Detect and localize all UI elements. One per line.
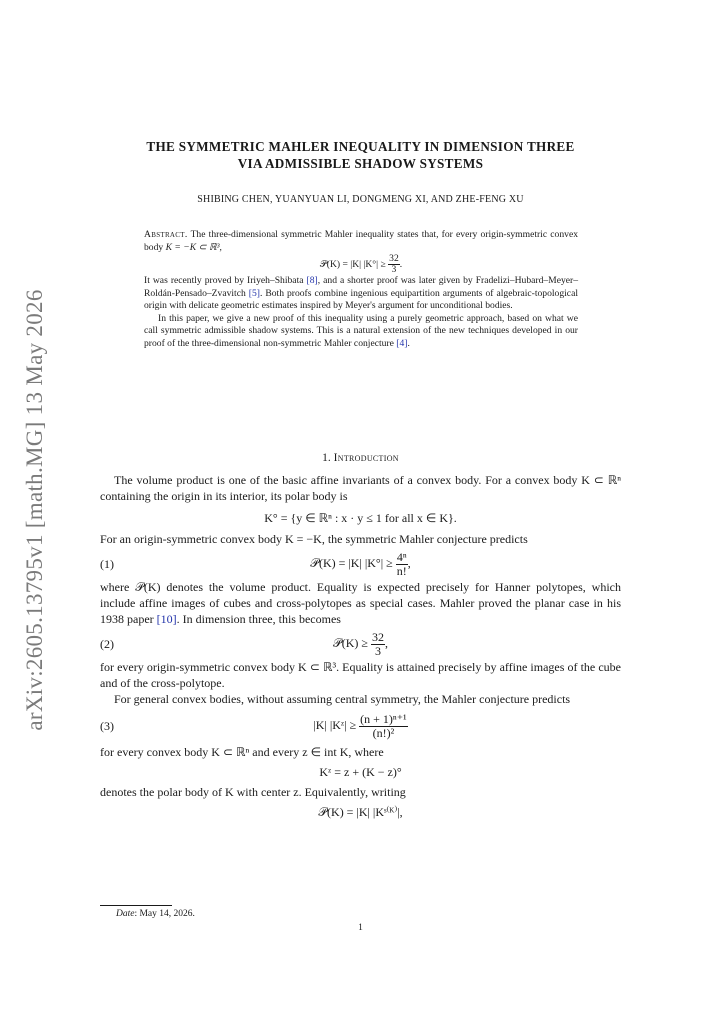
equation-1-denominator: n! (396, 563, 407, 578)
equation-3-numerator: (n + 1)ⁿ⁺¹ (360, 712, 407, 727)
equation-2-label: (2) (100, 637, 114, 652)
title-line-1: THE SYMMETRIC MAHLER INEQUALITY IN DIMENSION THREE (146, 139, 575, 154)
body-paragraph-4: for every origin-symmetric convex body K ⊂ ℝ³. Equality is attained precisely by affine images of the cube and of the cross-polytope. (100, 660, 621, 691)
equation-2-denominator: 3 (374, 643, 381, 658)
abstract-equation: 𝒫(K) = |K| |K°| ≥ $\frac{32}{3}$ . (319, 253, 403, 276)
abstract-p1: The three-dimensional symmetric Mahler inequality states that, for every origin-symmetric convex body (144, 229, 578, 253)
equation-3-label: (3) (100, 719, 114, 734)
citation-4-link[interactable]: [4] (396, 337, 408, 349)
citation-10-link[interactable]: [10] (156, 612, 177, 627)
equation-3 (100, 713, 621, 739)
abstract-eq-fraction (388, 254, 400, 275)
equation-2: (2) 𝒫(K) ≥ $\frac{32}{3}$ , (100, 630, 388, 658)
section-heading (100, 452, 621, 464)
body-paragraph-3: where 𝒫(K) denotes the volume product. Equality is expected precisely for Hanner polytopes, which include affine images of cubes and cross-polytopes as special cases. Mahler proved the planar case in his 1938 paper (100, 580, 621, 627)
equation-polar: K° = {y ∈ ℝⁿ : x · y ≤ 1 for all x ∈ K}. (264, 511, 457, 525)
paper-title (100, 138, 621, 172)
equation-1-numerator: 4ⁿ (396, 550, 407, 564)
page-number: 1 (358, 923, 363, 933)
section-title: Introduction (333, 452, 399, 464)
abstract-eq-numerator: 32 (389, 253, 399, 264)
footnote-label: Date (116, 909, 135, 919)
citation-5-link[interactable]: [5] (248, 287, 260, 299)
equation-1-lhs: 𝒫(K) = |K| |K°| ≥ (310, 555, 393, 570)
body-paragraph-5: For general convex bodies, without assuming central symmetry, the Mahler conjecture predicts (114, 692, 571, 707)
equation-1-label: (1) (100, 557, 114, 572)
equation-1-fraction (396, 551, 408, 577)
equation-2-fraction (371, 631, 385, 657)
arxiv-stamp (15, 275, 55, 745)
equation-3-lhs: |K| |Kᶻ| ≥ (313, 718, 357, 733)
abstract-heading: Abstract. (144, 229, 188, 240)
body-paragraph-7: denotes the polar body of K with center z. Equivalently, writing (100, 784, 406, 799)
title-line-2: VIA ADMISSIBLE SHADOW SYSTEMS (237, 156, 484, 171)
abstract-p2-b: , and a shorter proof was later given by Fradelizi–Hubard–Meyer–Roldán-Pensado–Zvavitch (144, 275, 578, 299)
body-paragraph-2: For an origin-symmetric convex body K = −K, the symmetric Mahler conjecture predicts (100, 532, 528, 546)
abstract: Abstract. The three-dimensional symmetric Mahler inequality states that, for every origin-symmetric convex body K = −K ⊂ ℝ³, 𝒫(K) = |K| |K°| ≥ $\frac{32}{3}$ . It was recently proved by Iriyeh–Shibata [8], and a shorter proof was later given by Fradelizi–Hubard–Meyer–Roldán-Pensado–Zvavitch [5]. Both proofs combine ingenious equipartition arguments of algebraic-topological origin with delicate geometric estimates inspired by Meyer's argument for unconditional bodies. In this paper, we give a new proof of this inequality using a purely geometric approach, based on what we call symmetric admissible shadow systems. This is a natural extension of the new techniques developed in our proof of the three-dimensional non-symmetric Mahler conjecture [4]. (144, 229, 578, 349)
abstract-eq-lhs: 𝒫(K) = |K| |K°| ≥ (319, 258, 386, 270)
equation-3-fraction (359, 713, 407, 739)
abstract-p1-body: K = −K ⊂ ℝ³, (165, 241, 222, 253)
equation-3-denominator: (n!)² (372, 725, 395, 740)
abstract-p2-a: It was recently proved by Iriyeh–Shibata (144, 275, 304, 287)
citation-8-link[interactable]: [8] (306, 275, 318, 287)
footnote-text: : May 14, 2026. (134, 909, 195, 919)
equation-2-numerator: 32 (371, 630, 384, 645)
footnote-date (116, 909, 195, 919)
body-paragraph-1: The volume product is one of the basic affine invariants of a convex body. For a convex body K ⊂ ℝⁿ containing the origin in its interior, its polar body is (100, 473, 621, 503)
abstract-p3: In this paper, we give a new proof of this inequality using a purely geometric approach, based on what we call symmetric admissible shadow systems. This is a natural extension of the new techniques developed in our proof of the three-dimensional non-symmetric Mahler conjecture (144, 312, 578, 349)
arxiv-stamp-text: arXiv:2605.13795v1 [math.MG] 13 May 2026 (22, 289, 47, 731)
abstract-p2-c: . Both proofs combine ingenious equipartition arguments of algebraic-topological origin with delicate geometric estimates inspired by Meyer's argument for unconditional bodies. (144, 287, 578, 312)
equation-volume-product: 𝒫(K) = |K| |Kˢ⁽ᴷ⁾|, (318, 804, 403, 819)
equation-kz: Kᶻ = z + (K − z)° (319, 764, 402, 779)
body-paragraph-3-end: . In dimension three, this becomes (176, 612, 341, 627)
equation-2-lhs: 𝒫(K) ≥ (333, 636, 368, 651)
section-number: 1. (322, 452, 331, 464)
abstract-eq-denominator: 3 (391, 264, 397, 276)
body-text (100, 472, 621, 820)
author-list: SHIBING CHEN, YUANYUAN LI, DONGMENG XI, AND ZHE-FENG XU (197, 194, 524, 205)
equation-1: (1) 𝒫(K) = |K| |K°| ≥ $\frac{\text{4ⁿ}}{n!}$ , (100, 550, 411, 578)
footnote-rule (100, 905, 172, 906)
body-paragraph-6: for every convex body K ⊂ ℝⁿ and every z ∈ int K, where (100, 744, 384, 759)
